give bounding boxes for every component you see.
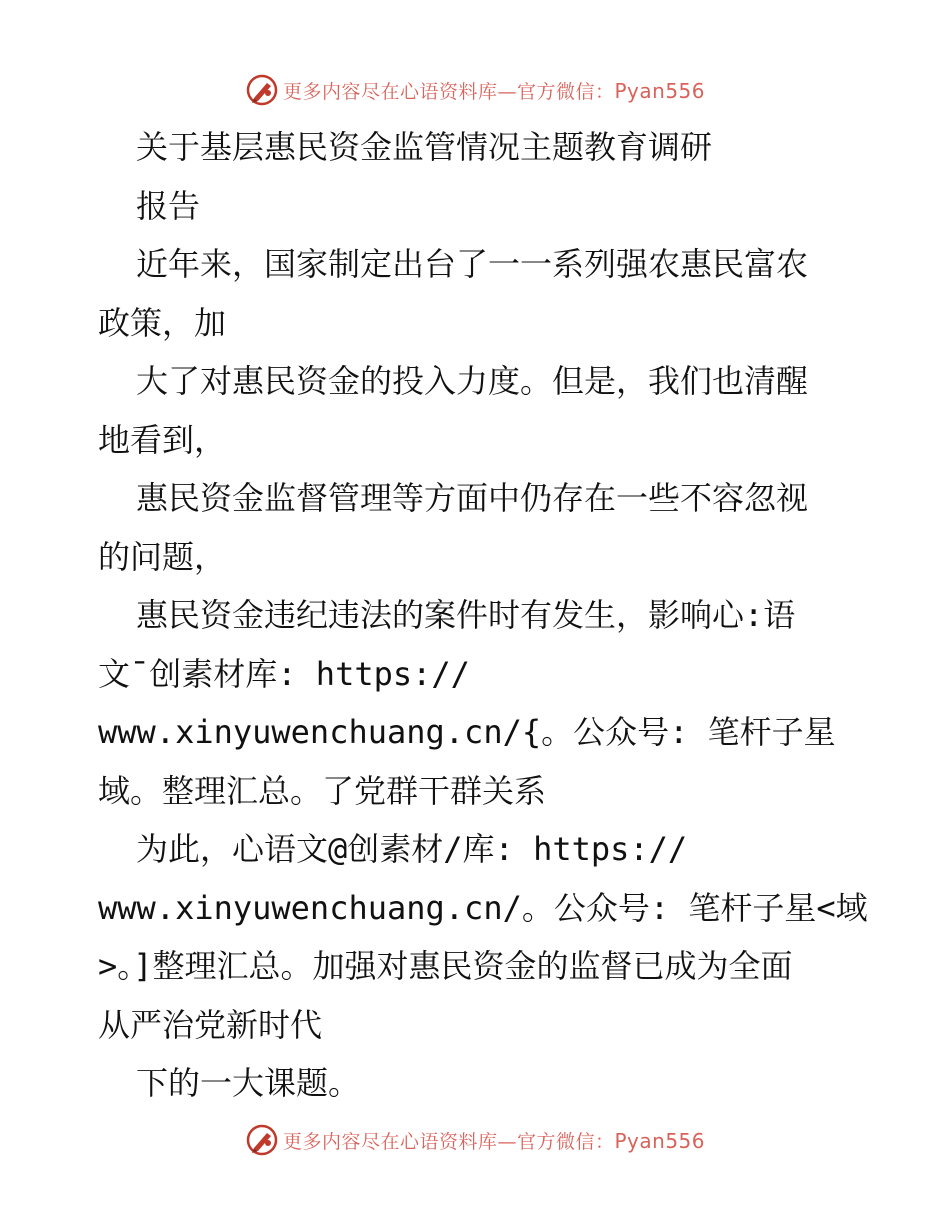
- paragraph-line: www.xinyuwenchuang.cn/。公众号: 笔杆子星<域: [98, 888, 868, 927]
- paragraph-line: 域。整理汇总。了党群干群关系: [98, 771, 547, 810]
- banner-text: [283, 1127, 705, 1154]
- paragraph-line: www.xinyuwenchuang.cn/{。公众号: 笔杆子星: [98, 713, 836, 751]
- document-title-line: 关于基层惠民资金监管情况主题教育调研: [136, 128, 713, 166]
- paragraph-line: 为此，心语文@创素材/库: https://: [136, 830, 688, 868]
- document-title-line: 报告: [136, 186, 201, 225]
- header-banner: [0, 70, 950, 110]
- paragraph-line: 大了对惠民资金的投入力度。但是，我们也清醒: [136, 362, 809, 400]
- pen-logo-icon: [245, 73, 279, 107]
- paragraph-line: 近年来，国家制定出台了一一系列强农惠民富农: [136, 245, 809, 283]
- paragraph-line: 文¯创素材库: https://: [98, 654, 470, 693]
- paragraph-line: 的问题，: [98, 537, 227, 576]
- paragraph-line: 下的一大课题。: [136, 1064, 361, 1102]
- paragraph-line: 惠民资金违纪违法的案件时有发生，影响心:语: [136, 596, 796, 634]
- banner-prefix: 更多内容尽在心语资料库—官方微信：: [282, 80, 615, 103]
- paragraph-line: 政策，加: [98, 303, 227, 342]
- footer-banner: [0, 1120, 950, 1160]
- banner-text: [283, 77, 705, 104]
- banner-wechat-id: Pyan556: [614, 1128, 706, 1153]
- paragraph-line: >。]整理汇总。加强对惠民资金的监督已成为全面: [98, 947, 793, 985]
- banner-prefix: 更多内容尽在心语资料库—官方微信：: [282, 1130, 615, 1153]
- banner-wechat-id: Pyan556: [614, 78, 706, 103]
- pen-logo-icon: [245, 1123, 279, 1157]
- paragraph-line: 地看到，: [98, 420, 227, 459]
- paragraph-line: 惠民资金监督管理等方面中仍存在一些不容忽视: [136, 479, 809, 517]
- paragraph-line: 从严治党新时代: [98, 1005, 323, 1044]
